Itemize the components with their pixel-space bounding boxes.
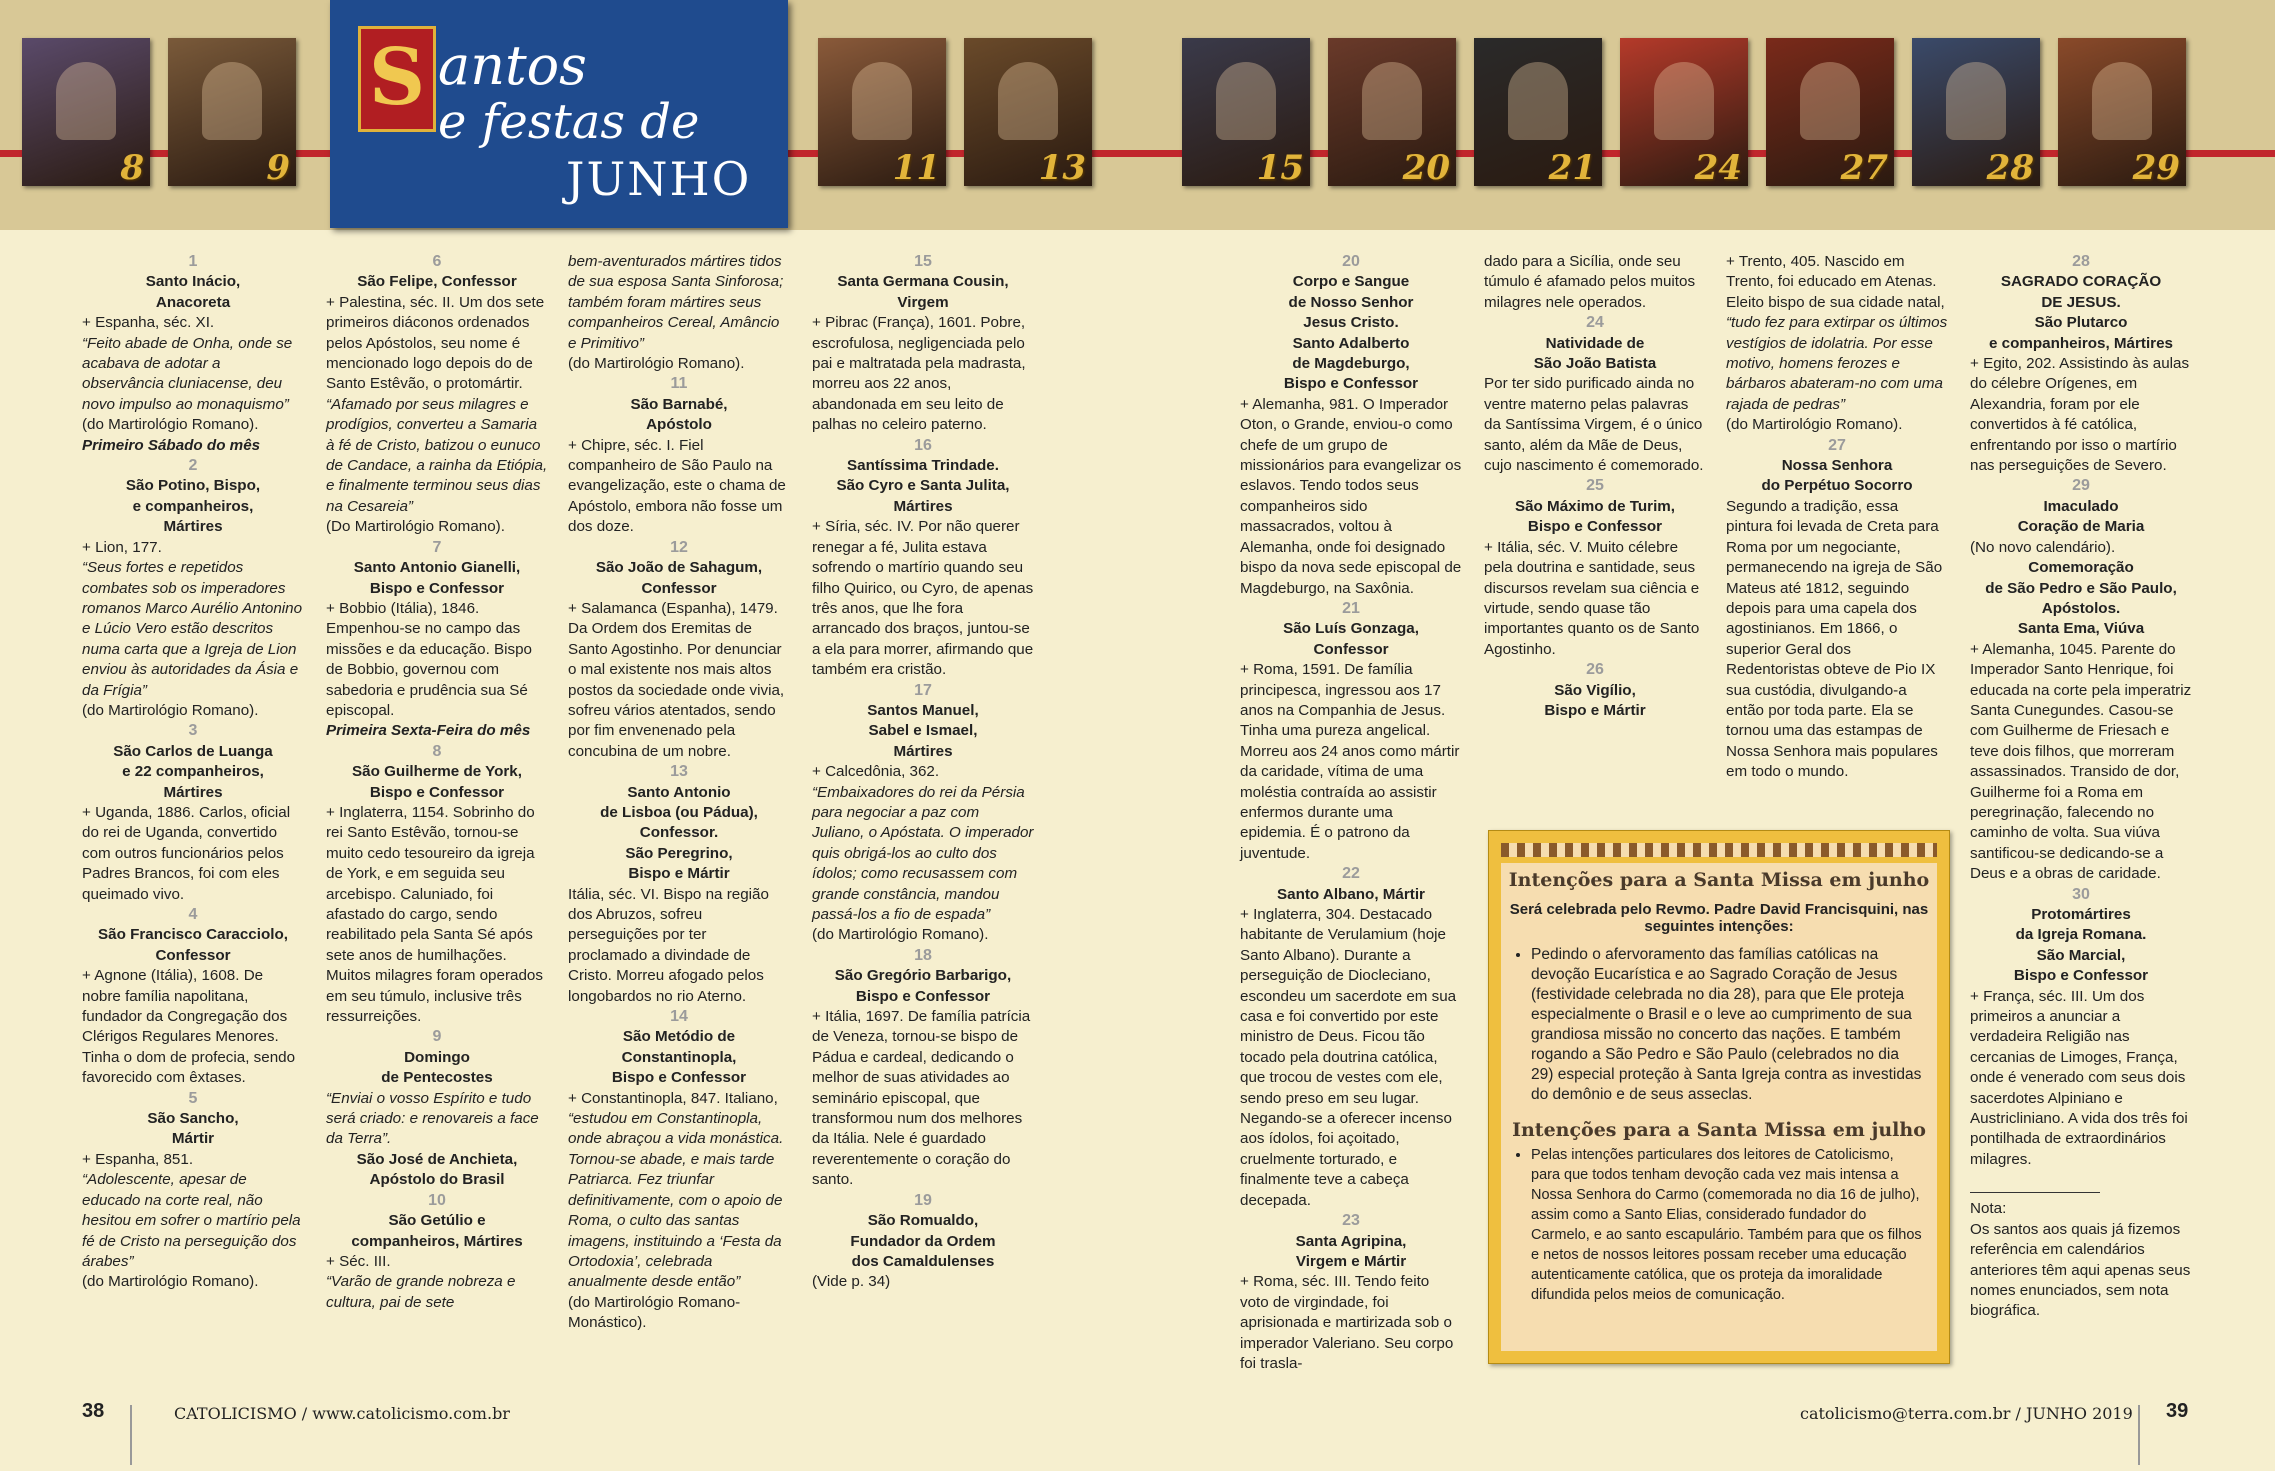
body-text: + Egito, 202. Assistindo às aulas do célebre Orígenes, em Alexandria, foram por ele convertidos à fé católica, enfrentando por isso o martírio nas perseguições de Severo. — [1970, 355, 2190, 475]
saint-name: Santa Germana Cousin, — [837, 273, 1009, 291]
saint-name: Virgem — [897, 293, 949, 311]
saint-name: São Barnabé, — [630, 395, 728, 413]
saint-name: Comemoração — [2028, 559, 2134, 577]
thumbnail-day-27 — [1766, 38, 1894, 186]
saint-name: Apóstolo do Brasil — [369, 1171, 505, 1189]
saint-name: São José de Anchieta, — [356, 1150, 518, 1168]
june-intentions-list — [1501, 945, 1937, 1105]
day-number: 5 — [188, 1089, 198, 1107]
body-text: (do Martirológio Romano-Monástico). — [568, 1293, 741, 1332]
text-column-8 — [1970, 252, 2192, 1322]
saint-name: São João de Sahagum, — [595, 559, 763, 577]
saint-name: São Marcial, — [2036, 946, 2126, 964]
saint-name: Jesus Cristo. — [1303, 314, 1399, 332]
page-number-right: 39 — [2166, 1400, 2189, 1422]
text-column-3 — [568, 252, 790, 1334]
body-text: + Alemanha, 981. O Imperador Oton, o Grande, enviou-o como chefe de um grupo de missionários para evangelizar os eslavos. Tendo todos seus companheiros sido massacrados, voltou à Alemanha, onde foi designado bispo da nova sede episcopal de Magdeburgo, na Saxônia. — [1240, 395, 1462, 597]
saint-name: e companheiros, Mártires — [1988, 334, 2173, 352]
day-number: 29 — [2072, 477, 2090, 495]
saint-name: Domingo — [404, 1048, 470, 1066]
day-number: 3 — [188, 722, 198, 740]
day-number: 23 — [1342, 1212, 1360, 1230]
body-text: Nota: — [1970, 1200, 2007, 1218]
saint-name: Natividade de — [1545, 334, 1645, 352]
thumbnail-day-label: 21 — [1548, 148, 1596, 186]
june-intention-item: • Pedindo o afervoramento das famílias católicas na devoção Eucarística e ao Sagrado Coração de Jesus (festividade celebrada no dia 28), para que Ele proteja especialmente o Brasil e o leve ao cumprimento de sua grandiosa missão no concerto das nações. E também rogando a São Pedro e São Paulo (celebrados no dia 29) especial proteção à Santa Igreja contra as investidas do demônio e de seus asseclas. — [1531, 945, 1925, 1105]
body-text: + Itália, séc. V. Muito célebre pela doutrina e santidade, seus discursos revelam sua ciência e virtude, sendo quase tão importantes quanto os de Santo Agostinho. — [1484, 538, 1700, 658]
quote-text: bem-aventurados mártires tidos de sua esposa Santa Sinforosa; também foram mártires seus companheiros Cereal, Amâncio e Primitivo” — [568, 253, 784, 352]
saint-name: Apóstolo — [646, 416, 712, 434]
body-text: (Vide p. 34) — [812, 1273, 891, 1291]
saint-name: Confessor. — [639, 824, 719, 842]
thumbnail-day-15 — [1182, 38, 1310, 186]
body-text: (No novo calendário). — [1970, 538, 2116, 556]
quote-text: “Afamado por seus milagres e prodígios, converteu a Samaria à fé de Cristo, batizou o eunuco de Candace, a rainha da Etiópia, e finalmente terminou seus dias na Cesareia” — [326, 395, 548, 515]
icon-madonna-icon — [1800, 62, 1860, 140]
saint-name: Bispo e Confessor — [1527, 518, 1663, 536]
saint-name: Santo Albano, Mártir — [1277, 885, 1425, 903]
body-text: + Salamanca (Espanha), 1479. Da Ordem dos Eremitas de Santo Agostinho. Por denunciar o mal existente nos mais altos postos da sociedade onde vivia, sofreu vários atentados, sendo por fim envenenado pela concubina de um nobre. — [568, 599, 785, 760]
footer-right — [2166, 1400, 2188, 1423]
pentecost-icon — [202, 62, 262, 140]
text-column-6 — [1484, 252, 1706, 721]
body-text: Os santos aos quais já fizemos referência em calendários anteriores têm aqui apenas seus nomes enunciados, sem nota biográfica. — [1970, 1220, 2191, 1320]
thumbnail-day-29 — [2058, 38, 2186, 186]
day-number: 19 — [914, 1191, 932, 1209]
thumbnail-day-13 — [964, 38, 1092, 186]
saint-child-icon — [998, 62, 1058, 140]
saint-name: Bispo e Confessor — [369, 579, 505, 597]
body-text: (do Martirológio Romano). — [82, 1273, 259, 1291]
thumbnail-day-label: 11 — [892, 148, 940, 186]
day-number: 22 — [1342, 865, 1360, 883]
body-text: + Bobbio (Itália), 1846. Empenhou-se no campo das missões e da educação. Bispo de Bobbio, governou com sabedoria e prudência sua Sé episcopal. — [326, 599, 532, 719]
ornament-border — [1501, 843, 1937, 857]
saint-name: Constantinopla, — [621, 1048, 737, 1066]
thumbnail-day-9 — [168, 38, 296, 186]
thumbnail-day-8 — [22, 38, 150, 186]
day-number: 10 — [428, 1191, 446, 1209]
day-number: 6 — [432, 253, 442, 270]
saint-name: Bispo e Confessor — [855, 987, 991, 1005]
nativity-icon — [1654, 62, 1714, 140]
thumbnail-day-label: 28 — [1986, 148, 2034, 186]
title-box — [330, 0, 788, 228]
body-text: + Trento, 405. Nascido em Trento, foi educado em Atenas. Eleito bispo de sua cidade natal, — [1726, 253, 1945, 311]
body-text: Itália, séc. VI. Bispo na região dos Abruzos, sofreu perseguições por ter proclamado a divindade de Cristo. Morreu afogado pelos longobardos no rio Aterno. — [568, 885, 769, 1005]
saint-name: Sabel e Ismael, — [868, 722, 978, 740]
saint-icon — [1216, 62, 1276, 140]
body-text: + Pibrac (França), 1601. Pobre, escrofulosa, negligenciada pelo pai e maltratada pela madrasta, morreu aos 22 anos, abandonada em seu leito de palhas no celeiro paterno. — [812, 314, 1026, 434]
saint-name: Santo Adalberto — [1292, 334, 1410, 352]
thumbnail-day-20 — [1328, 38, 1456, 186]
thumbnail-day-24 — [1620, 38, 1748, 186]
june-intentions-intro: Será celebrada pelo Revmo. Padre David Francisquini, nas seguintes intenções: — [1509, 901, 1929, 935]
quote-text: “estudou em Constantinopla, onde abraçou a vida monástica. Tornou-se abade, e mais tarde Patriarca. Fez triunfar definitivamente, com o apoio de Roma, o culto das santas imagens, instituindo a ‘Festa da Ortodoxia’, celebrada anualmente desde então” — [568, 1110, 784, 1291]
body-text: + Calcedônia, 362. — [812, 763, 940, 781]
saint-name: da Igreja Romana. — [2015, 926, 2147, 944]
day-number: 12 — [670, 538, 688, 556]
day-number: 15 — [914, 253, 932, 270]
body-text: + Agnone (Itália), 1608. De nobre família napolitana, fundador da Congregação dos Clérigos Regulares Menores. Tinha o dom de profecia, sendo favorecido com êxtases. — [82, 967, 296, 1087]
thumbnail-day-28 — [1912, 38, 2040, 186]
monthly-note: Primeiro Sábado do mês — [82, 436, 261, 454]
day-number: 2 — [188, 457, 198, 475]
body-text: (do Martirológio Romano). — [568, 355, 745, 373]
mass-intentions-box — [1488, 830, 1950, 1364]
day-number: 26 — [1586, 661, 1604, 679]
saint-name: Confessor — [155, 946, 231, 964]
body-text: + Palestina, séc. II. Um dos sete primeiros diáconos ordenados pelos Apóstolos, seu nome é mencionado logo depois do de Santo Estêvão, o protomártir. — [326, 293, 545, 393]
saint-name: Mártires — [163, 783, 223, 801]
july-intentions-title: Intenções para a Santa Missa em julho — [1512, 1119, 1926, 1141]
body-text: Segundo a tradição, essa pintura foi levada de Creta para Roma por um negociante, permanecendo na igreja de São Mateus até 1812, seguindo depois para uma capela dos agostinianos. Em 1866, o superior Geral dos Redentoristas obteve de Pio IX sua custódia, divulgando-a então por toda parte. Ela se tornou uma das estampas de Nossa Senhora mais populares em todo o mundo. — [1726, 497, 1943, 781]
quote-text: “Embaixadores do rei da Pérsia para negociar a paz com Juliano, o Apóstata. O imperador quis obrigá-los ao culto dos ídolos; como recusassem com grande constância, mandou passá-los a fio de espada” — [812, 783, 1034, 923]
text-column-5 — [1240, 252, 1462, 1374]
saint-name: São Plutarco — [2034, 314, 2128, 332]
thumbnail-day-21 — [1474, 38, 1602, 186]
day-number: 18 — [914, 946, 932, 964]
saint-name: Fundador da Ordem — [850, 1232, 996, 1250]
footer-left-text: CATOLICISMO / www.catolicismo.com.br — [174, 1404, 510, 1423]
saint-name: São Vigílio, — [1554, 681, 1636, 699]
saint-icon — [1508, 62, 1568, 140]
saint-name: Virgem e Mártir — [1295, 1252, 1407, 1270]
body-text: + Inglaterra, 304. Destacado habitante de Verulamium (hoje Santo Albano). Durante a perseguição de Diocleciano, escondeu um sacerdote em sua casa e foi convertido por este ministro de Deus. Ficou tão tocado pela doutrina católica, que trocou de vestes com ele, sendo preso em seu lugar. Negando-se a oferecer incenso aos ídolos, foi açoitado, cruelmente torturado, e finalmente teve a cabeça decepada. — [1240, 906, 1457, 1209]
body-text: + Roma, 1591. De família principesca, ingressou aos 17 anos na Companhia de Jesus. Tinha uma pureza angelical. Morreu aos 24 anos como mártir da caridade, vítima de uma moléstia contraída ao assistir enfermos durante uma epidemia. É o patrono da juventude. — [1240, 661, 1460, 862]
saint-name: Santo Antonio — [627, 783, 731, 801]
day-number: 11 — [670, 375, 688, 393]
day-number: 8 — [432, 742, 442, 760]
body-text: + Espanha, séc. XI. — [82, 314, 215, 332]
day-number: 9 — [432, 1028, 442, 1046]
saint-name: Bispo e Confessor — [611, 1069, 747, 1087]
quote-text: “Feito abade de Onha, onde se acabava de adotar a observância cluniacense, deu novo impulso ao monaquismo” — [82, 334, 293, 413]
day-number: 14 — [670, 1008, 688, 1026]
saint-name: Santos Manuel, — [867, 701, 979, 719]
thumbnail-day-label: 15 — [1256, 148, 1304, 186]
thumbnail-day-label: 24 — [1694, 148, 1742, 186]
saint-name: de Nosso Senhor — [1288, 293, 1414, 311]
footer-left — [82, 1400, 104, 1423]
saint-name: Bispo e Confessor — [1283, 375, 1419, 393]
saint-name: São Cyro e Santa Julita, — [836, 477, 1010, 495]
saint-name: São Metódio de — [622, 1028, 736, 1046]
saint-name: Protomártires — [2031, 906, 2131, 923]
saint-name: companheiros, Mártires — [351, 1232, 523, 1250]
saint-name: São Gregório Barbarigo, — [834, 967, 1012, 985]
saint-name: e companheiros, — [132, 497, 254, 515]
title-month: JUNHO — [566, 152, 752, 206]
saint-name: Santo Antonio Gianelli, — [353, 559, 521, 577]
apostles-icon — [2092, 62, 2152, 140]
title-line2: e festas de — [438, 94, 700, 150]
day-number: 13 — [670, 763, 688, 781]
saint-name: Bispo e Confessor — [369, 783, 505, 801]
day-number: 7 — [432, 538, 442, 556]
saint-name: Bispo e Mártir — [628, 865, 730, 883]
footer-divider-left — [130, 1405, 132, 1465]
body-text: + Séc. III. — [326, 1252, 391, 1270]
body-text: + Lion, 177. — [82, 538, 162, 556]
saint-name: Mártires — [893, 742, 953, 760]
thumbnail-day-label: 8 — [120, 148, 144, 186]
page-number-left: 38 — [82, 1400, 105, 1422]
saint-name: Mártir — [171, 1130, 215, 1148]
quote-text: “tudo fez para extirpar os últimos vestígios de idolatria. Por esse motivo, homens ferozes e bárbaros abateram-no com uma rajada de pedras” — [1726, 314, 1948, 413]
footer-right-text: catolicismo@terra.com.br / JUNHO 2019 — [1800, 1404, 2133, 1423]
thumbnail-day-11 — [818, 38, 946, 186]
body-text: + Roma, séc. III. Tendo feito voto de virgindade, foi aprisionada e martirizada sob o imperador Valeriano. Seu corpo foi trasla- — [1240, 1273, 1454, 1372]
saint-name: de Pentecostes — [381, 1069, 493, 1087]
body-text: + França, séc. III. Um dos primeiros a anunciar a verdadeira Religião nas cercanias de Limoges, França, onde é venerado com seus dois sacerdotes Alpiniano e Austricliniano. A vida dos três foi pontilhada de extraordinários milagres. — [1970, 987, 2188, 1168]
body-text: (do Martirológio Romano). — [812, 926, 989, 944]
footer-divider-right — [2138, 1405, 2140, 1465]
saint-name: dos Camaldulenses — [851, 1252, 995, 1270]
saint-name: São Romualdo, — [867, 1212, 979, 1230]
quote-text: “Adolescente, apesar de educado na corte real, não hesitou em sofrer o martírio pela fé de Cristo na perseguição dos árabes” — [82, 1171, 301, 1270]
body-text: (do Martirológio Romano). — [82, 701, 259, 719]
day-number: 1 — [188, 253, 198, 270]
day-number: 16 — [914, 436, 932, 454]
saint-name: Corpo e Sangue — [1292, 273, 1410, 291]
monthly-note: Primeira Sexta-Feira do mês — [326, 722, 531, 740]
saint-name: Imaculado — [2043, 497, 2119, 515]
body-text: (Do Martirológio Romano). — [326, 518, 505, 536]
saint-name: São Felipe, Confessor — [357, 273, 517, 291]
saint-name: e 22 companheiros, — [122, 763, 264, 781]
body-text: + Síria, séc. IV. Por não querer renegar a fé, Julita estava sofrendo o martírio quando seu filho Quirico, ou Cyro, de apenas três anos, que lhe fora arrancado dos braços, juntou-se a ela para morrer, afirmando que também era cristão. — [812, 518, 1034, 679]
saint-name: Apóstolos. — [2041, 599, 2121, 617]
day-number: 17 — [914, 681, 932, 699]
body-text: Por ter sido purificado ainda no ventre materno pelas palavras da Santíssima Virgem, é o único santo, além da Mãe de Deus, cujo nascimento é comemorado. — [1484, 375, 1704, 475]
thumbnail-day-label: 27 — [1840, 148, 1888, 186]
text-column-7 — [1726, 252, 1948, 783]
saint-name: Santa Agripina, — [1295, 1232, 1407, 1250]
saint-name: Bispo e Mártir — [1544, 701, 1646, 719]
saint-name: Mártires — [163, 518, 223, 536]
saint-name: de Magdeburgo, — [1292, 355, 1410, 373]
saint-name: Santo Inácio, — [145, 273, 241, 291]
saint-name: DE JESUS. — [2041, 293, 2121, 311]
day-number: 20 — [1342, 253, 1360, 270]
june-intentions-title: Intenções para a Santa Missa em junho — [1508, 869, 1930, 891]
body-text: dado para a Sicília, onde seu túmulo é afamado pelos muitos milagres nele operados. — [1484, 253, 1696, 311]
saint-name: São Getúlio e — [388, 1212, 486, 1230]
saint-name: de Lisboa (ou Pádua), — [600, 803, 758, 821]
body-text: + Alemanha, 1045. Parente do Imperador Santo Henrique, foi educada na corte pela imperatriz Santa Cunegundes. Casou-se com Guilherme de Friesach e teve dois filhos, que morreram assassinados. Transido de dor, Guilherme foi a Roma em peregrinação, falecendo no caminho de volta. Sua viúva santificou-se dedicando-se a Deus e a obras de caridade. — [1970, 640, 2192, 883]
saint-name: Mártires — [893, 497, 953, 515]
saint-name: SAGRADO CORAÇÃO — [2000, 273, 2162, 291]
body-text: + Espanha, 851. — [82, 1150, 194, 1168]
day-number: 25 — [1586, 477, 1604, 495]
body-text: + Chipre, séc. I. Fiel companheiro de São Paulo na evangelização, este o chama de Apóstolo, embora não fosse um dos doze. — [568, 436, 786, 536]
saint-name: São João Batista — [1533, 355, 1657, 373]
bishop-icon — [56, 62, 116, 140]
saint-name: Confessor — [641, 579, 717, 597]
quote-text: “Seus fortes e repetidos combates sob os imperadores romanos Marco Aurélio Antonino e Lúcio Vero estão descritos numa carta que a Igreja de Lion enviou às autoridades da Ásia e da Frígia” — [82, 559, 303, 699]
day-number: 30 — [2072, 885, 2090, 903]
saint-name: Confessor — [1313, 640, 1389, 658]
day-number: 4 — [188, 906, 198, 923]
mass-intentions-content — [1501, 863, 1937, 1351]
day-number: 28 — [2072, 253, 2090, 270]
thumbnail-day-label: 9 — [266, 148, 290, 186]
saint-name: Nossa Senhora — [1781, 457, 1893, 475]
quote-text: “Enviai o vosso Espírito e tudo será criado: e renovareis a face da Terra”. — [326, 1089, 539, 1148]
body-text: + Itália, 1697. De família patrícia de Veneza, tornou-se bispo de Pádua e cardeal, dedicando o melhor de suas atividades ao seminário episcopal, que transformou num dos melhores da Itália. Nele é guardado reverentemente o coração do santo. — [812, 1008, 1031, 1189]
title-line1: antos — [438, 34, 587, 97]
thumbnail-day-label: 29 — [2132, 148, 2180, 186]
day-number: 21 — [1342, 599, 1360, 617]
body-text: (do Martirológio Romano). — [82, 416, 259, 434]
saint-name: de São Pedro e São Paulo, — [1985, 579, 2177, 597]
text-column-2 — [326, 252, 548, 1313]
saint-name: São Francisco Caracciolo, — [98, 926, 288, 944]
saint-name: do Perpétuo Socorro — [1761, 477, 1913, 495]
saint-name: São Guilherme de York, — [352, 763, 522, 781]
saint-name: São Luís Gonzaga, — [1283, 620, 1419, 638]
text-column-1 — [82, 252, 304, 1293]
july-intention-item: • Pelas intenções particulares dos leitores de Catolicismo, para que todos tenham devoção cada vez mais intensa a Nossa Senhora do Carmo (comemorada no dia 16 de julho), assim como a Santo Elias, considerado fundador do Carmelo, e ao santo escapulário. Também para que os filhos e netos de nossos leitores possam receber uma educação autenticamente católica, que os proteja da imoralidade difundida pelos meios de comunicação. — [1531, 1145, 1925, 1305]
quote-text: “Varão de grande nobreza e cultura, pai de sete — [326, 1273, 516, 1311]
saint-icon — [852, 62, 912, 140]
saint-name: São Sancho, — [147, 1110, 239, 1128]
saint-name: Santa Ema, Viúva — [2017, 620, 2145, 638]
text-column-4 — [812, 252, 1034, 1293]
host-icon — [1362, 62, 1422, 140]
saint-name: Santíssima Trindade. — [847, 457, 999, 475]
july-intentions-list — [1501, 1145, 1937, 1305]
thumbnail-day-label: 13 — [1038, 148, 1086, 186]
saint-name: Bispo e Confessor — [2013, 967, 2149, 985]
sacred-heart-icon — [1946, 62, 2006, 140]
saint-name: Coração de Maria — [2017, 518, 2145, 536]
note-rule — [1970, 1192, 2100, 1193]
body-text: + Uganda, 1886. Carlos, oficial do rei de Uganda, convertido com outros funcionários pelos Padres Brancos, foi com eles queimado vivo. — [82, 803, 291, 903]
saint-name: Anacoreta — [155, 293, 231, 311]
saint-name: São Máximo de Turim, — [1514, 497, 1676, 515]
body-text: + Constantinopla, 847. Italiano, — [568, 1089, 778, 1107]
day-number: 24 — [1586, 314, 1604, 332]
body-text: (do Martirológio Romano). — [1726, 416, 1903, 434]
body-text: + Inglaterra, 1154. Sobrinho do rei Santo Estêvão, tornou-se muito cedo tesoureiro da igreja de York, e em seguida seu arcebispo. Caluniado, foi afastado do cargo, sendo reabilitado pela Santa Sé após sete anos de humilhações. Muitos milagres foram operados em seu túmulo, inclusive três ressurreições. — [326, 803, 543, 1026]
saint-name: São Potino, Bispo, — [125, 477, 261, 495]
saint-name: São Carlos de Luanga — [113, 742, 273, 760]
day-number: 27 — [1828, 436, 1846, 454]
thumbnail-day-label: 20 — [1402, 148, 1450, 186]
title-initial: S — [358, 26, 436, 132]
saint-name: São Peregrino, — [625, 844, 733, 862]
